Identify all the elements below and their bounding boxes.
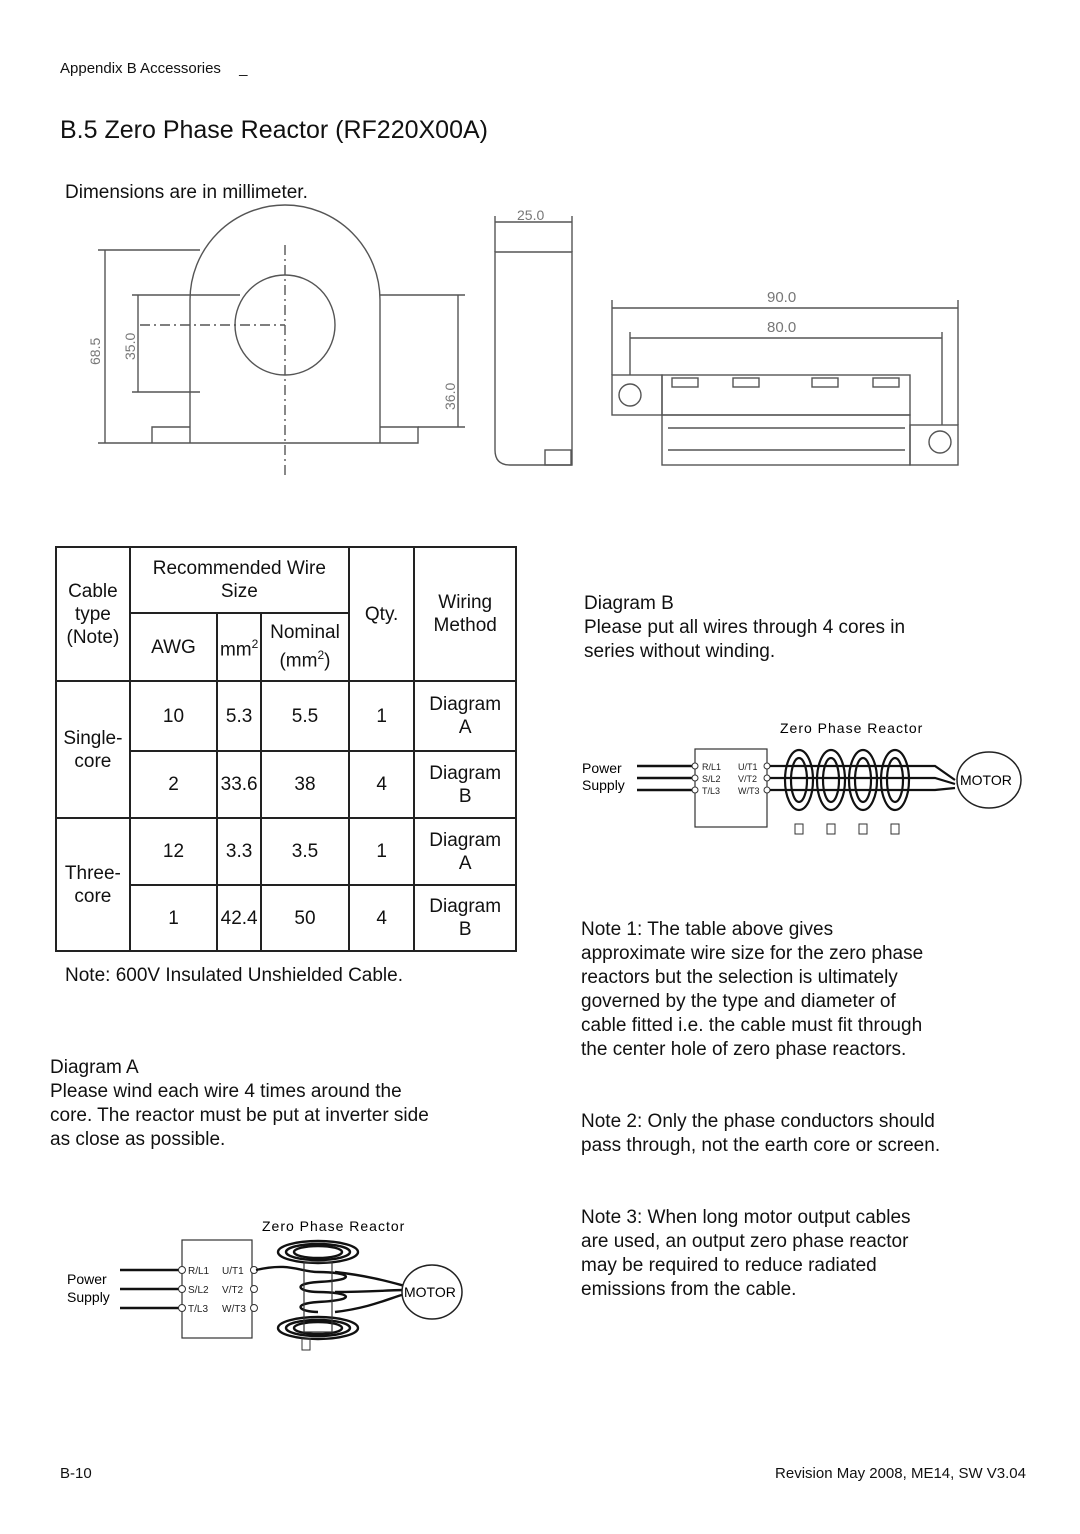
table-row [56, 681, 516, 751]
reactor-side-outline [495, 252, 572, 465]
cell-method: Diagram B [414, 751, 516, 818]
svg-text:W/T3: W/T3 [738, 786, 760, 796]
dim-35-0: 35.0 [122, 332, 138, 360]
header-underscore: _ [239, 60, 248, 77]
cell-type: Single- core [56, 681, 130, 818]
svg-text:T/L3: T/L3 [188, 1304, 209, 1315]
header-cable-type: Cable type (Note) [56, 547, 130, 681]
cell-awg: 1 [130, 885, 217, 951]
note-1: Note 1: The table above gives approximate wire size for the zero phase reactors but the selection is ultimately governed by the type and diameter of cable fitted i.e. the cable must fit through the center hole of zero phase reactors. [581, 919, 924, 1060]
dimensions-note: Dimensions are in millimeter. [65, 182, 308, 203]
diagram-a-motor: MOTOR [404, 1284, 456, 1300]
cell-qty: 4 [349, 885, 415, 951]
cell-type: Three- core [56, 818, 130, 951]
cell-nominal: 38 [261, 751, 349, 818]
dim-25-0: 25.0 [517, 207, 545, 223]
svg-text:U/T1: U/T1 [222, 1266, 244, 1277]
cell-nominal: 5.5 [261, 681, 349, 751]
header-awg: AWG [130, 613, 217, 681]
cell-mm2: 33.6 [217, 751, 261, 818]
cell-awg: 12 [130, 818, 217, 885]
cell-qty: 1 [349, 681, 415, 751]
diagram-a-wiring [60, 1212, 480, 1362]
revision-info: Revision May 2008, ME14, SW V3.04 [775, 1465, 1026, 1482]
page-number: B-10 [60, 1465, 92, 1482]
wound-coil [256, 1241, 405, 1339]
header-recommended: Recommended Wire Size [130, 547, 349, 613]
table-row [56, 818, 516, 885]
svg-text:R/L1: R/L1 [188, 1266, 210, 1277]
dim-80-0: 80.0 [767, 319, 797, 336]
dim-68-5: 68.5 [87, 337, 103, 365]
svg-text:S/L2: S/L2 [188, 1285, 209, 1296]
svg-text:S/L2: S/L2 [702, 774, 721, 784]
cell-method: Diagram A [414, 818, 516, 885]
svg-text:T/L3: T/L3 [702, 786, 721, 796]
diagram-b-supply: Supply [582, 777, 625, 793]
note-3: Note 3: When long motor output cables are used, an output zero phase reactor may be required to reduce radiated emissions from the cable. [581, 1207, 911, 1300]
svg-text:U/T1: U/T1 [738, 762, 758, 772]
dimension-drawing [0, 200, 1080, 500]
diagram-b-power: Power [582, 760, 622, 776]
diagram-a-power: Power [67, 1271, 107, 1287]
dim-36-0: 36.0 [442, 382, 458, 410]
diagram-b-reactor-label: Zero Phase Reactor [780, 720, 924, 736]
cell-qty: 1 [349, 818, 415, 885]
svg-text:V/T2: V/T2 [738, 774, 758, 784]
diagram-b-motor: MOTOR [960, 772, 1012, 788]
diagram-a-reactor-label: Zero Phase Reactor [262, 1218, 406, 1234]
diagram-b-text: Diagram B Please put all wires through 4 cores in series without winding. [584, 593, 906, 662]
svg-text:R/L1: R/L1 [702, 762, 722, 772]
cell-mm2: 5.3 [217, 681, 261, 751]
cell-qty: 4 [349, 751, 415, 818]
cell-method: Diagram A [414, 681, 516, 751]
diagram-b-wiring [575, 714, 1025, 844]
diagram-b-heading: Diagram B [584, 593, 674, 614]
core-series [770, 750, 955, 810]
header-qty: Qty. [349, 547, 415, 681]
header-method: Wiring Method [414, 547, 516, 681]
svg-text:W/T3: W/T3 [222, 1304, 246, 1315]
header-nominal: Nominal $(mm^2)$ [261, 613, 349, 681]
cell-method: Diagram B [414, 885, 516, 951]
cell-nominal: 50 [261, 885, 349, 951]
cell-mm2: 42.4 [217, 885, 261, 951]
cell-mm2: 3.3 [217, 818, 261, 885]
section-title: B.5 Zero Phase Reactor (RF220X00A) [60, 116, 488, 144]
note-2: Note 2: Only the phase conductors should pass through, not the earth core or screen. [581, 1111, 941, 1156]
wire-size-table [55, 546, 517, 952]
diagram-a-supply: Supply [67, 1289, 110, 1305]
page-header [60, 60, 247, 77]
cell-awg: 2 [130, 751, 217, 818]
diagram-a-text: Diagram A Please wind each wire 4 times around the core. The reactor must be put at inverter side as close as possible. [50, 1057, 429, 1150]
dim-90-0: 90.0 [767, 289, 797, 306]
diagram-a-heading: Diagram A [50, 1057, 139, 1078]
header-mm2: $mm^2$ [217, 613, 261, 681]
svg-text:V/T2: V/T2 [222, 1285, 244, 1296]
header-section: Appendix B Accessories [60, 60, 221, 77]
cell-nominal: 3.5 [261, 818, 349, 885]
table-note: Note: 600V Insulated Unshielded Cable. [65, 965, 404, 986]
cell-awg: 10 [130, 681, 217, 751]
